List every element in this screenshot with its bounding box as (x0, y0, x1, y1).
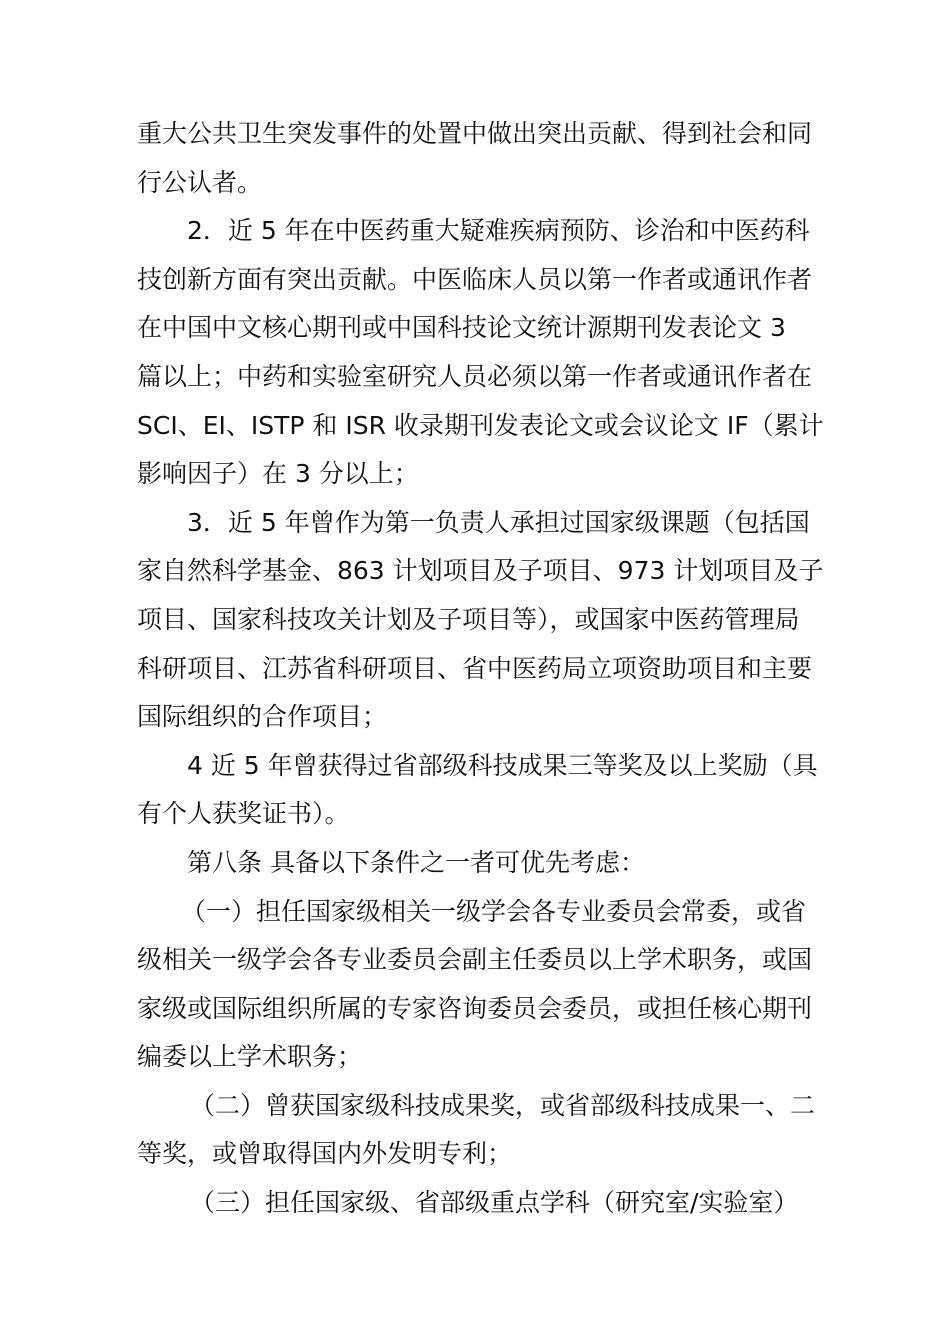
text-line: 4 近 5 年曾获得过省部级科技成果三等奖及以上奖励（具 (187, 750, 818, 780)
text-line: 技创新方面有突出贡献。中医临床人员以第一作者或通讯作者 (137, 264, 813, 294)
text-line: 重大公共卫生突发事件的处置中做出突出贡献、得到社会和同 (137, 119, 813, 148)
text-line: 有个人获奖证书）。 (137, 799, 350, 829)
text-line: 等奖，或曾取得国内外发明专利； (137, 1139, 513, 1169)
text-line: 家自然科学基金、863 计划项目及子项目、973 计划项目及子 (137, 556, 824, 586)
text-line: （一）担任国家级相关一级学会各专业委员会常委，或省 (181, 896, 807, 926)
text-line: （二）曾获国家级科技成果奖，或省部级科技成果一、二 (190, 1090, 816, 1120)
text-line: 科研项目、江苏省科研项目、省中医药局立项资助项目和主要 (137, 653, 813, 683)
text-line: 项目、国家科技攻关计划及子项目等），或国家中医药管理局 (137, 604, 800, 634)
text-line: 行公认者。 (137, 167, 263, 197)
document-body (137, 110, 824, 1228)
text-line: SCI、EI、ISTP 和 ISR 收录期刊发表论文或会议论文 IF（累计 (137, 410, 824, 440)
text-line: 在中国中文核心期刊或中国科技论文统计源期刊发表论文 3 (137, 313, 786, 343)
text-line: 篇以上；中药和实验室研究人员必须以第一作者或通讯作者在 (137, 361, 813, 391)
text-line: 级相关一级学会各专业委员会副主任委员以上学术职务，或国 (137, 945, 813, 975)
text-line: 影响因子）在 3 分以上； (137, 459, 419, 489)
text-line: 3．近 5 年曾作为第一负责人承担过国家级课题（包括国 (187, 507, 810, 537)
text-line: 编委以上学术职务； (137, 1042, 363, 1072)
text-line: 家级或国际组织所属的专家咨询委员会委员，或担任核心期刊 (137, 993, 813, 1023)
article-heading: 第八条 具备以下条件之一者可优先考虑： (187, 847, 645, 877)
text-line: 2．近 5 年在中医药重大疑难疾病预防、诊治和中医药科 (187, 216, 810, 246)
text-line: 国际组织的合作项目； (137, 702, 388, 732)
text-line: （三）担任国家级、省部级重点学科（研究室/实验室） (190, 1188, 799, 1218)
